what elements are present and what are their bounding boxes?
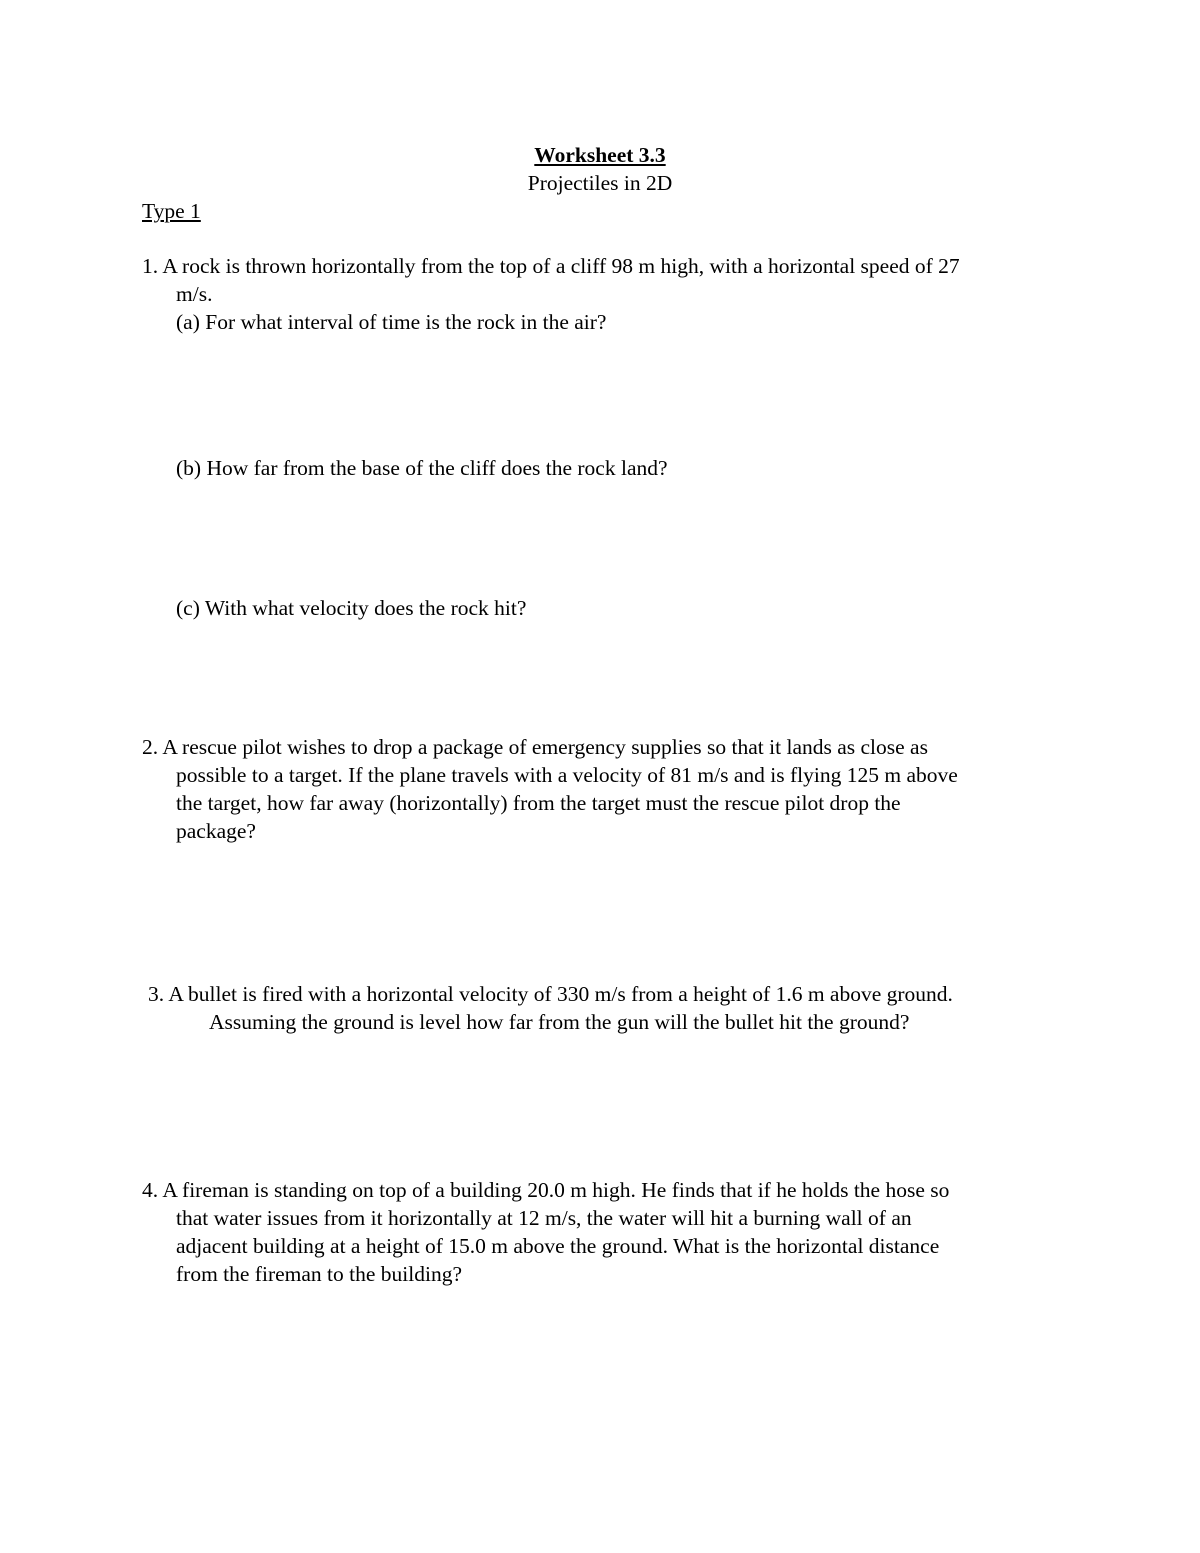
question-3 xyxy=(148,980,1048,1036)
question-2-line-4: package? xyxy=(176,819,256,843)
question-4-text-1: A fireman is standing on top of a building 20.0 m high. He finds that if he holds the hose so xyxy=(162,1178,950,1202)
question-4-line-3: adjacent building at a height of 15.0 m above the ground. What is the horizontal distance xyxy=(176,1234,940,1258)
question-2-line-2: possible to a target. If the plane travels with a velocity of 81 m/s and is flying 125 m above xyxy=(176,763,958,787)
question-4 xyxy=(142,1176,1062,1288)
question-4-line-2: that water issues from it horizontally at 12 m/s, the water will hit a burning wall of an xyxy=(176,1206,912,1230)
question-3-line-1 xyxy=(148,980,1048,1008)
question-2-text-1: A rescue pilot wishes to drop a package of emergency supplies so that it lands as close as xyxy=(162,735,928,759)
question-4-line-4: from the fireman to the building? xyxy=(176,1262,462,1286)
question-1-part-a: (a) For what interval of time is the rock in the air? xyxy=(176,310,607,334)
question-3-line-2: Assuming the ground is level how far from the gun will the bullet hit the ground? xyxy=(209,1010,910,1034)
question-3-text-1: A bullet is fired with a horizontal velocity of 330 m/s from a height of 1.6 m above ground. xyxy=(168,982,953,1006)
question-1-number: 1. xyxy=(142,254,159,278)
question-1 xyxy=(142,252,1062,336)
question-4-number: 4. xyxy=(142,1178,159,1202)
question-1-part-b: (b) How far from the base of the cliff does the rock land? xyxy=(176,456,668,480)
question-4-line-1 xyxy=(142,1176,1062,1204)
question-2-line-3: the target, how far away (horizontally) from the target must the rescue pilot drop the xyxy=(176,791,901,815)
question-1-line-1 xyxy=(142,252,1062,280)
question-2 xyxy=(142,733,1062,845)
question-2-line-1 xyxy=(142,733,1062,761)
question-3-number: 3. xyxy=(148,982,165,1006)
type-heading: Type 1 xyxy=(142,199,201,223)
question-1-text-1: A rock is thrown horizontally from the top of a cliff 98 m high, with a horizontal speed of 27 xyxy=(162,254,960,278)
worksheet-subtitle: Projectiles in 2D xyxy=(527,171,673,195)
worksheet-title: Worksheet 3.3 xyxy=(534,143,666,167)
question-2-number: 2. xyxy=(142,735,159,759)
question-1-line-2: m/s. xyxy=(176,282,213,306)
question-1-part-c: (c) With what velocity does the rock hit? xyxy=(176,596,527,620)
